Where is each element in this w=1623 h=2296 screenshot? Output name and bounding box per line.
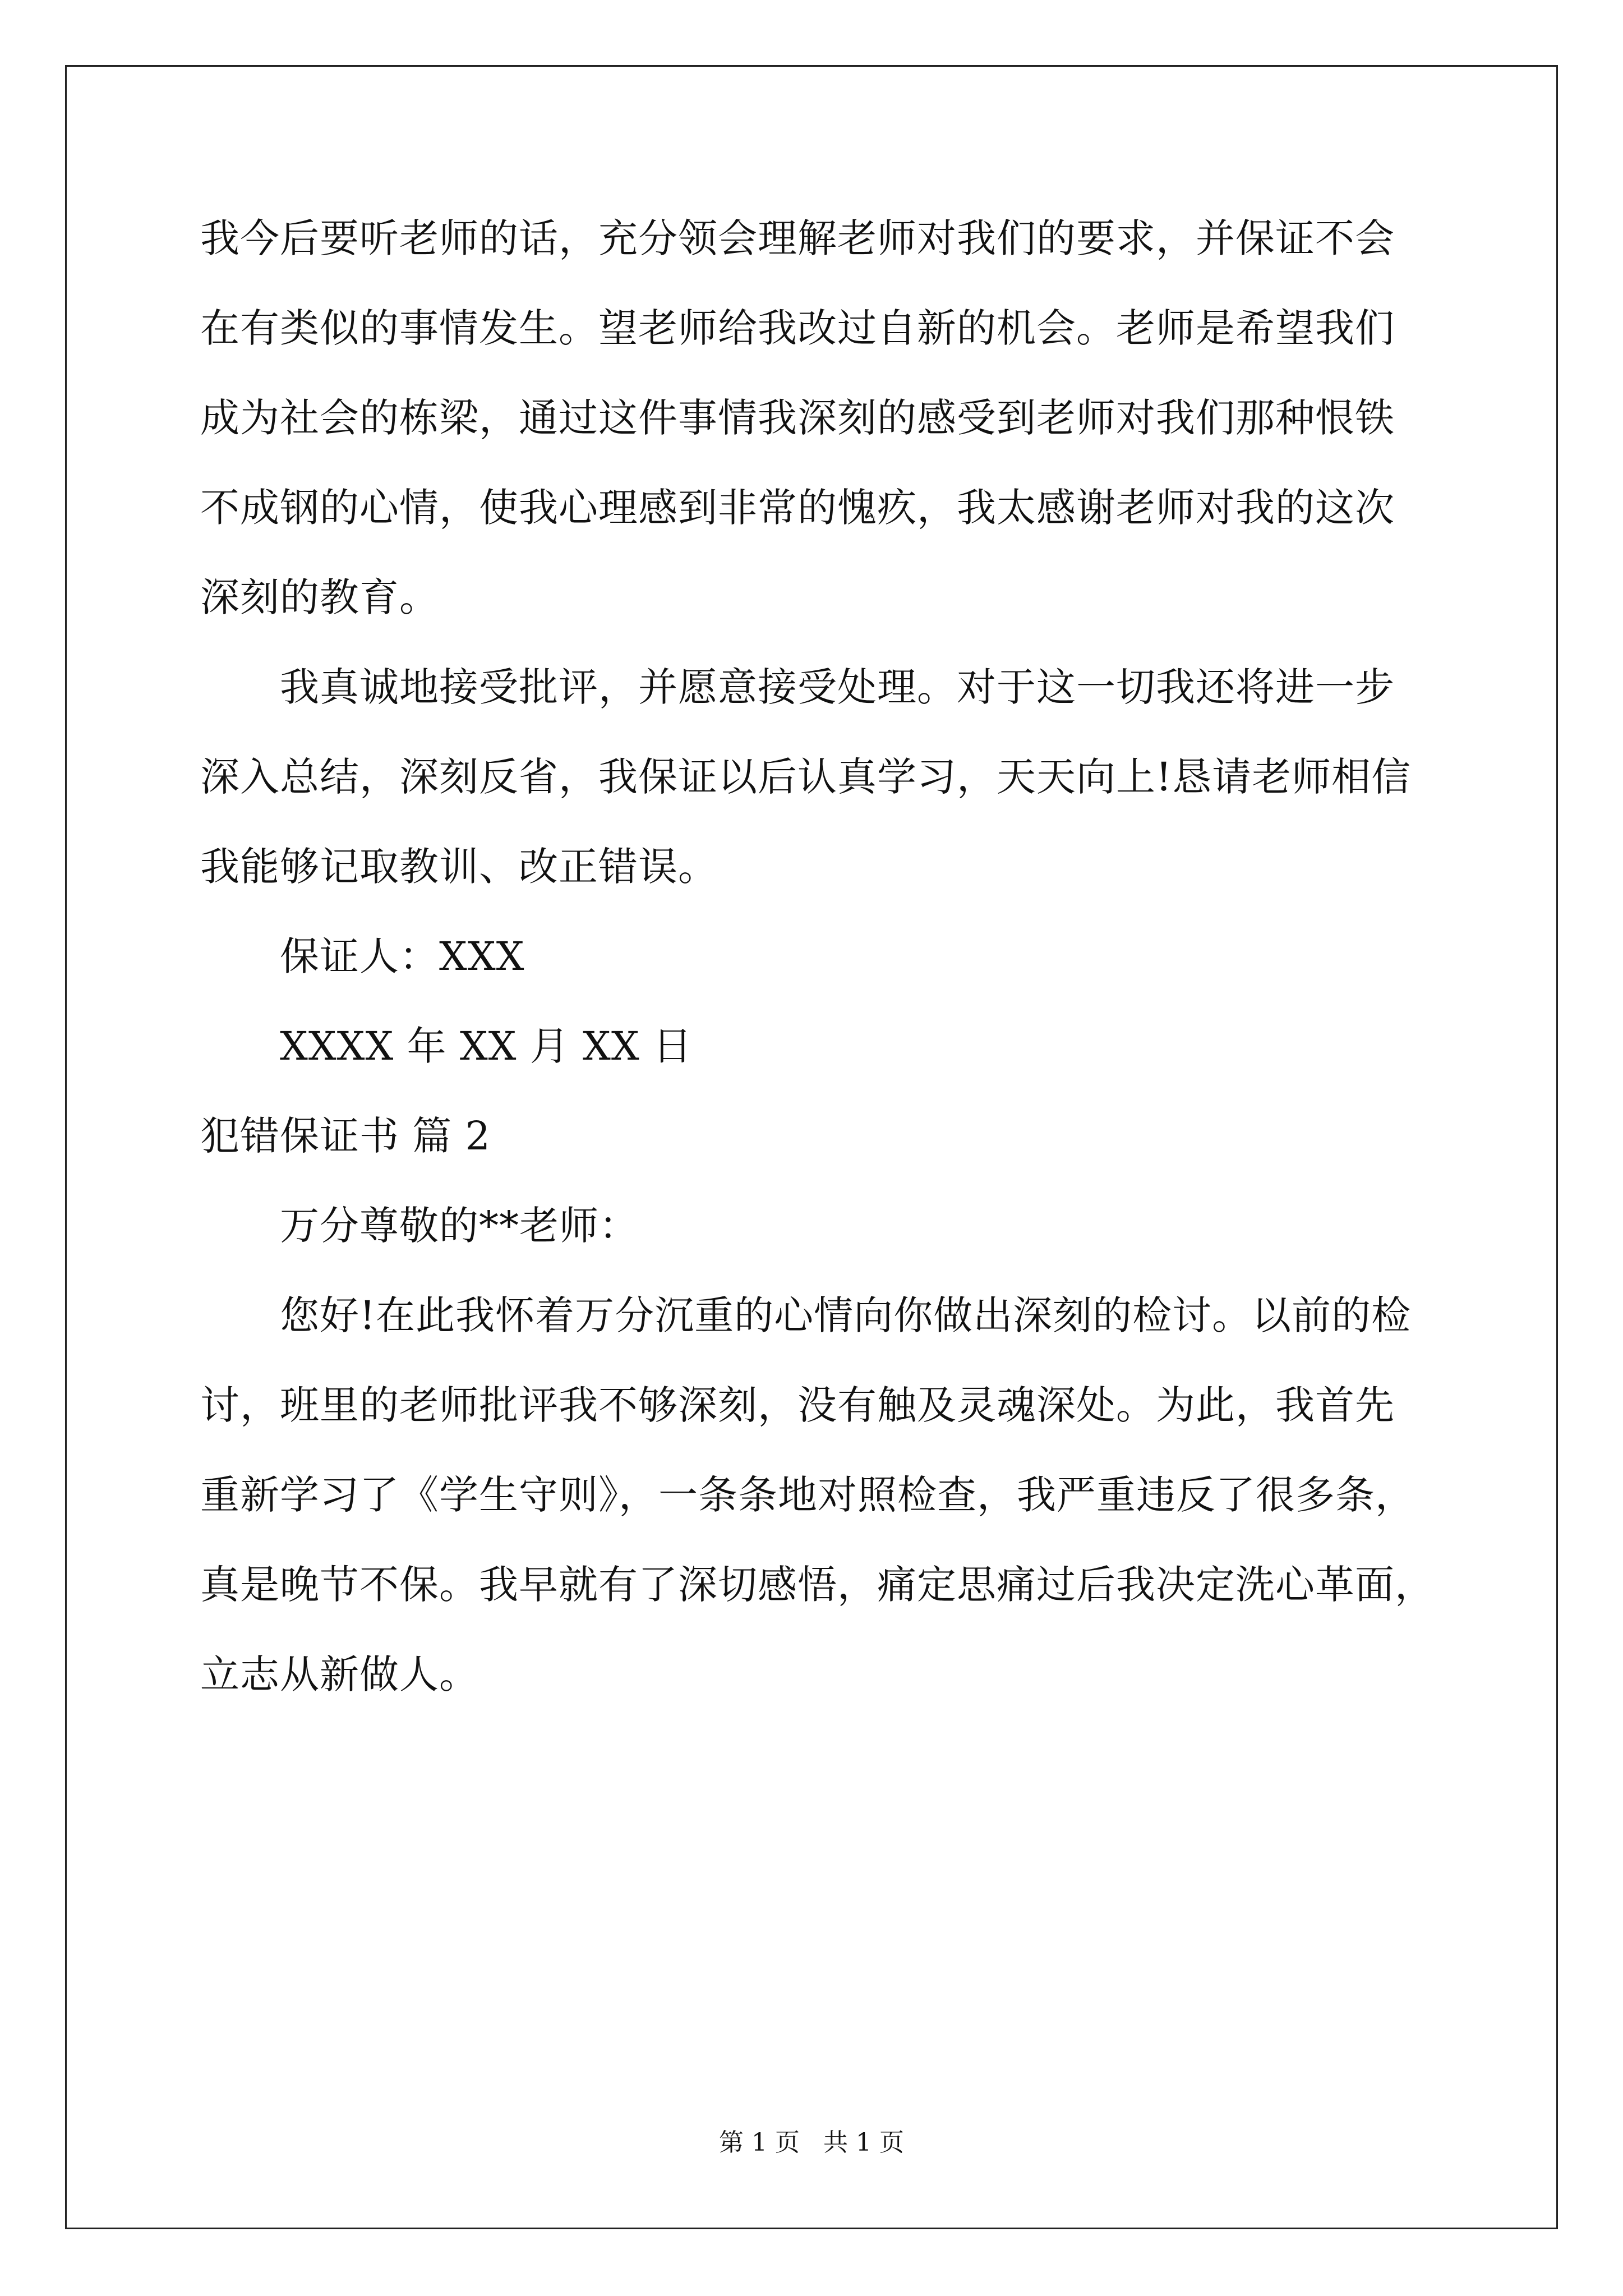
- paragraph-line: 深入总结，深刻反省，我保证以后认真学习，天天向上!恳请老师相信: [200, 754, 1412, 800]
- date-line: XXXX 年 XX 月 XX 日: [280, 1023, 693, 1069]
- paragraph-line: 讨，班里的老师批评我不够深刻，没有触及灵魂深处。为此，我首先: [200, 1382, 1395, 1428]
- paragraph-line: 您好!在此我怀着万分沉重的心情向你做出深刻的检讨。以前的检: [280, 1292, 1412, 1338]
- page-footer: 第 1 页 共 1 页: [719, 2128, 904, 2157]
- section-heading: 犯错保证书 篇 2: [200, 1113, 491, 1159]
- paragraph-line: 不成钢的心情，使我心理感到非常的愧疚，我太感谢老师对我的这次: [200, 485, 1395, 531]
- paragraph-line: 真是晚节不保。我早就有了深切感悟，痛定思痛过后我决定洗心革面，: [200, 1562, 1435, 1608]
- paragraph-line: 我能够记取教训、改正错误。: [200, 844, 718, 890]
- paragraph-line: 成为社会的栋梁，通过这件事情我深刻的感受到老师对我们那种恨铁: [200, 395, 1395, 441]
- paragraph-line: 在有类似的事情发生。望老师给我改过自新的机会。老师是希望我们: [200, 305, 1395, 351]
- salutation-line: 万分尊敬的**老师：: [280, 1203, 639, 1249]
- paragraph-line: 立志从新做人。: [200, 1651, 479, 1697]
- paragraph-line: 重新学习了《学生守则》，一条条地对照检查，我严重违反了很多条，: [200, 1472, 1415, 1518]
- paragraph-line: 深刻的教育。: [200, 574, 439, 620]
- signer-line: 保证人：XXX: [280, 933, 525, 979]
- paragraph-line: 我今后要听老师的话，充分领会理解老师对我们的要求，并保证不会: [200, 215, 1395, 261]
- paragraph-line: 我真诚地接受批评，并愿意接受处理。对于这一切我还将进一步: [280, 664, 1395, 710]
